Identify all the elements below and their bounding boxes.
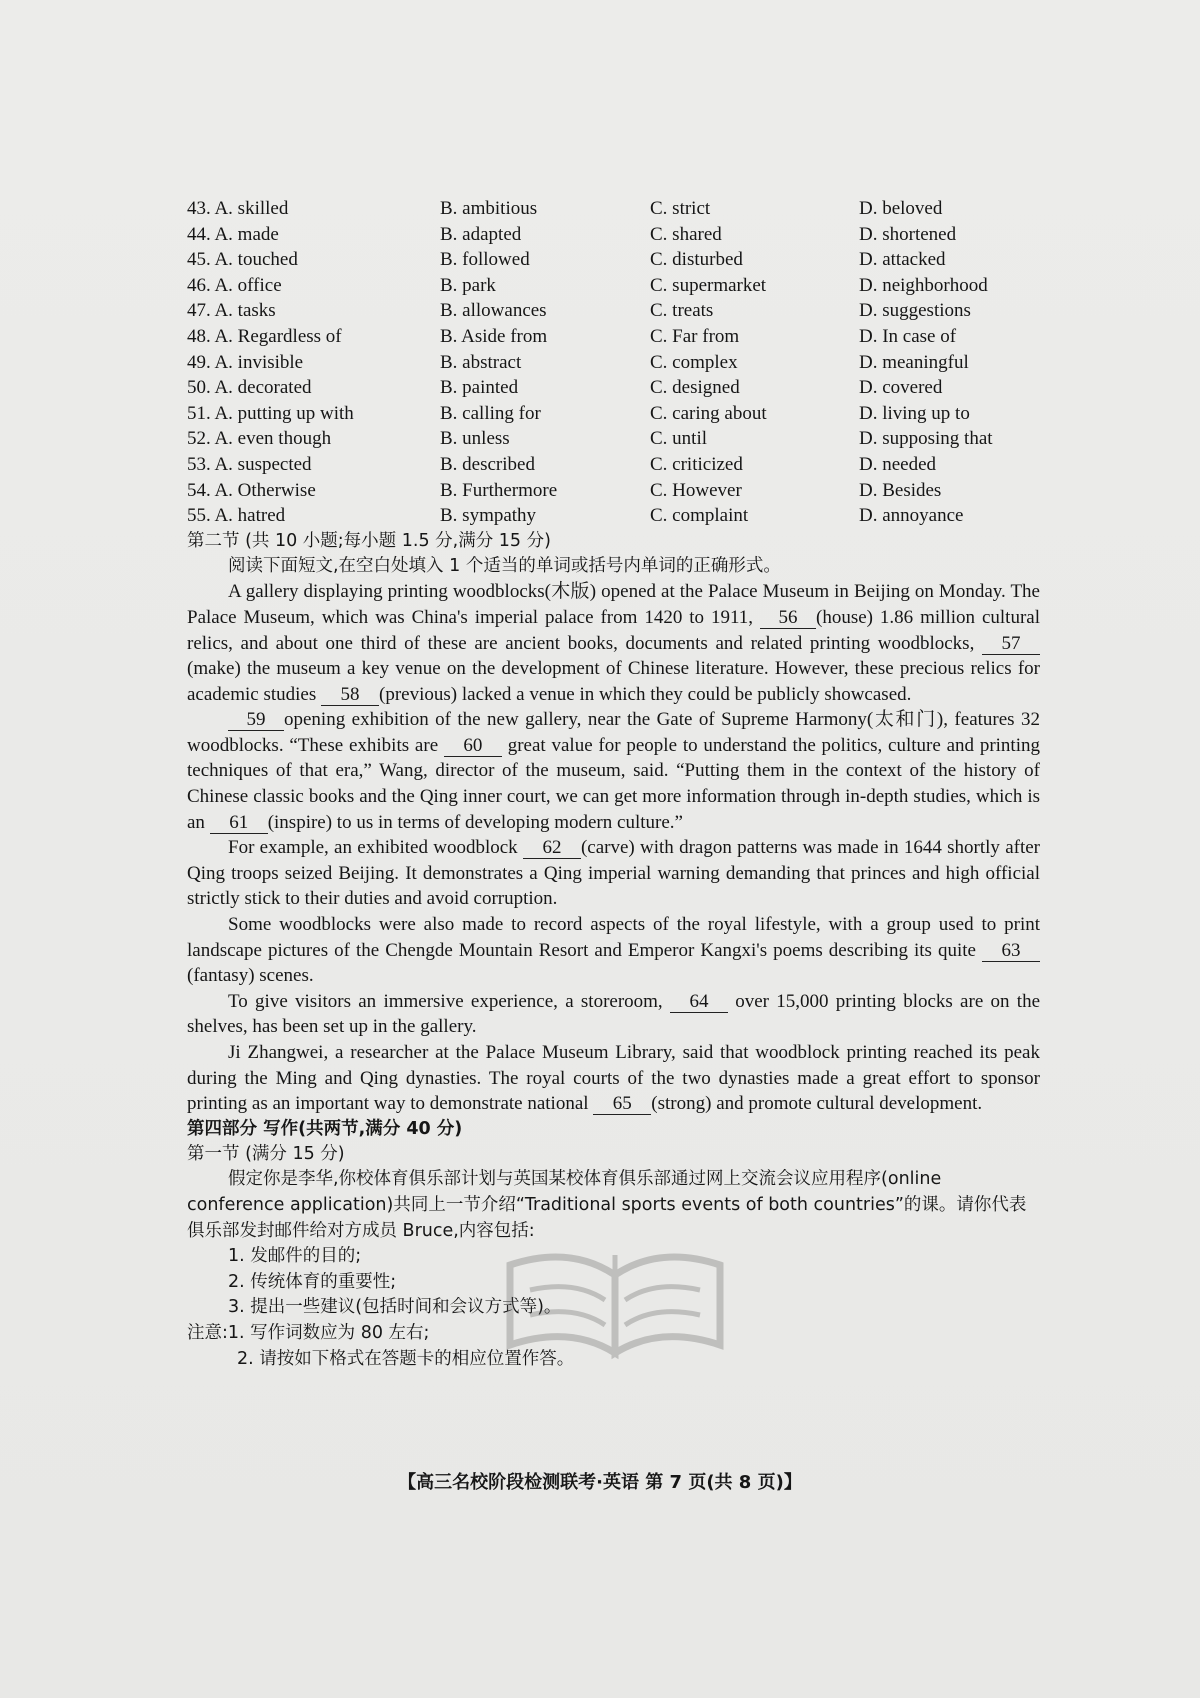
option-d-cell	[859, 247, 1040, 273]
option-b-cell	[440, 503, 650, 529]
option-a-cell	[187, 401, 440, 427]
option-d-cell	[859, 401, 1040, 427]
option-b-cell	[440, 478, 650, 504]
note-label: 注意:	[187, 1322, 228, 1343]
option-b[interactable]: B. followed	[440, 249, 530, 271]
option-a-cell	[187, 478, 440, 504]
option-d[interactable]: D. beloved	[859, 198, 943, 219]
writing-prompt: 假定你是李华,你校体育俱乐部计划与英国某校体育俱乐部通过网上交流会议应用程序(online conference application)共同上一节介绍“Traditional sports events of both countries”的课。请你代表俱乐部发封邮件给对方成员 Bruce,内容包括:	[187, 1169, 1027, 1241]
option-row	[187, 324, 1040, 350]
option-a-cell	[187, 452, 440, 478]
option-a-cell	[187, 324, 440, 350]
option-b[interactable]: B. calling for	[440, 402, 541, 424]
options-body	[187, 196, 1040, 529]
section2-instruction: 阅读下面短文,在空白处填入 1 个适当的单词或括号内单词的正确形式。	[228, 555, 781, 576]
passage-text: great value for people to understand the politics, culture and printing techniques of that era,” Wang, director of the museum, said. “Putting them in the context of the history of Chinese classic books and the Qing inner court, we can get more information through in-depth studies, which is an	[187, 734, 1040, 833]
part4-section1-title: 第一节 (满分 15 分)	[187, 1143, 345, 1164]
part4-title: 第四部分 写作(共两节,满分 40 分)	[187, 1118, 463, 1139]
option-c-cell	[650, 196, 859, 222]
option-c-cell	[650, 222, 859, 248]
blank-62[interactable]: 62	[523, 838, 581, 859]
options-table	[187, 196, 1040, 529]
question-number: 43.	[187, 198, 211, 219]
option-b-cell	[440, 426, 650, 452]
blank-61[interactable]: 61	[210, 813, 268, 834]
passage-text: Ji Zhangwei, a researcher at the Palace Museum Library, said that woodblock printing reached its peak during the Ming and Qing dynasties. The royal courts of the two dynasties made a great effort to sponsor printing as an important way to demonstrate national	[187, 1042, 1040, 1115]
option-d-cell	[859, 452, 1040, 478]
option-row	[187, 196, 1040, 222]
option-a-cell	[187, 298, 440, 324]
option-d[interactable]: D. suggestions	[859, 300, 971, 322]
passage-text: (previous) lacked a venue in which they could be publicly showcased.	[379, 683, 912, 705]
option-c-cell	[650, 350, 859, 376]
option-d[interactable]: D. living up to	[859, 402, 970, 424]
option-c[interactable]: C. designed	[650, 377, 740, 399]
passage-text: A gallery displaying printing woodblocks(木版) opened at the Palace Museum in Beijing on Monday. The Palace Museum, which was China's imperial palace from 1420 to 1911,	[187, 581, 1040, 628]
option-c[interactable]: C. supermarket	[650, 274, 767, 296]
option-row	[187, 452, 1040, 478]
passage-paragraph-5	[187, 989, 1040, 1040]
option-a-cell	[187, 350, 440, 376]
option-c[interactable]: C. complaint	[650, 505, 749, 527]
option-a[interactable]: A. even though	[214, 428, 332, 450]
option-b-cell	[440, 375, 650, 401]
option-a-cell	[187, 375, 440, 401]
blank-58[interactable]: 58	[321, 685, 379, 706]
option-a[interactable]: A. made	[214, 223, 279, 245]
option-c[interactable]: C. criticized	[650, 453, 743, 475]
option-row	[187, 273, 1040, 299]
option-c[interactable]: C. strict	[650, 198, 711, 219]
passage-text: (inspire) to us in terms of developing modern culture.”	[267, 811, 683, 833]
question-number: 49.	[187, 351, 211, 373]
passage-paragraph-4	[187, 912, 1040, 989]
blank-63[interactable]: 63	[982, 941, 1040, 962]
option-d[interactable]: D. Besides	[859, 479, 942, 501]
question-number: 53.	[187, 453, 211, 475]
option-d[interactable]: D. needed	[859, 453, 937, 475]
option-a-cell	[187, 196, 440, 222]
option-a[interactable]: A. decorated	[214, 377, 312, 399]
passage-text: over 15,000 printing blocks are on the shelves, has been set up in the gallery.	[187, 990, 1040, 1038]
page-content	[187, 196, 1040, 1372]
option-a[interactable]: A. skilled	[214, 198, 289, 219]
option-c-cell	[650, 478, 859, 504]
question-number: 54.	[187, 479, 211, 501]
question-number: 51.	[187, 402, 211, 424]
blank-65[interactable]: 65	[593, 1094, 651, 1115]
option-d-cell	[859, 478, 1040, 504]
option-d-cell	[859, 273, 1040, 299]
option-b[interactable]: B. ambitious	[440, 198, 538, 219]
option-c-cell	[650, 426, 859, 452]
option-c-cell	[650, 401, 859, 427]
writing-item-2: 2. 传统体育的重要性;	[228, 1271, 397, 1292]
option-b-cell	[440, 196, 650, 222]
option-b-cell	[440, 247, 650, 273]
blank-64[interactable]: 64	[670, 992, 728, 1013]
option-row	[187, 298, 1040, 324]
option-d[interactable]: D. covered	[859, 377, 943, 399]
option-a-cell	[187, 426, 440, 452]
option-b[interactable]: B. Furthermore	[440, 479, 558, 501]
option-d[interactable]: D. shortened	[859, 223, 957, 245]
option-c[interactable]: C. until	[650, 428, 708, 450]
option-a[interactable]: A. putting up with	[214, 402, 354, 424]
option-row	[187, 375, 1040, 401]
option-d-cell	[859, 426, 1040, 452]
option-d-cell	[859, 350, 1040, 376]
option-row	[187, 401, 1040, 427]
option-a-cell	[187, 222, 440, 248]
passage-paragraph-1	[187, 579, 1040, 707]
option-b[interactable]: B. park	[440, 274, 496, 296]
option-row	[187, 503, 1040, 529]
option-c[interactable]: C. However	[650, 479, 742, 501]
option-d[interactable]: D. supposing that	[859, 428, 993, 450]
option-a[interactable]: A. tasks	[214, 300, 276, 322]
option-a-cell	[187, 247, 440, 273]
question-number: 55.	[187, 505, 211, 527]
option-b[interactable]: B. allowances	[440, 300, 547, 322]
blank-59[interactable]: 59	[228, 710, 284, 731]
passage-text: To give visitors an immersive experience, a storeroom,	[228, 990, 670, 1012]
option-d-cell	[859, 196, 1040, 222]
option-a[interactable]: A. hatred	[214, 505, 286, 527]
option-c-cell	[650, 375, 859, 401]
option-b-cell	[440, 452, 650, 478]
option-d[interactable]: D. neighborhood	[859, 274, 988, 296]
option-c[interactable]: C. complex	[650, 351, 738, 373]
option-b[interactable]: B. unless	[440, 428, 510, 450]
option-row	[187, 222, 1040, 248]
option-a[interactable]: A. Otherwise	[214, 479, 316, 501]
passage-text: (carve) with dragon patterns was made in 1644 shortly after Qing troops seized Beijing. It demonstrates a Qing imperial warning demanding that princes and high official strictly stick to their duties and avoid corruption.	[187, 837, 1040, 910]
question-number: 48.	[187, 325, 211, 347]
option-b-cell	[440, 324, 650, 350]
option-d[interactable]: D. annoyance	[859, 505, 964, 527]
note-1: 1. 写作词数应为 80 左右;	[227, 1322, 430, 1343]
option-a[interactable]: A. touched	[214, 249, 298, 271]
blank-56[interactable]: 56	[760, 608, 816, 629]
passage-text: Some woodblocks were also made to record aspects of the royal lifestyle, with a group used to print landscape pictures of the Chengde Mountain Resort and Emperor Kangxi's poems describing its quite	[187, 914, 1040, 961]
option-b[interactable]: B. described	[440, 453, 535, 475]
option-b-cell	[440, 222, 650, 248]
passage-text: (fantasy) scenes.	[187, 965, 314, 987]
passage-text: (strong) and promote cultural development.	[651, 1093, 983, 1115]
option-c-cell	[650, 273, 859, 299]
writing-item-3: 3. 提出一些建议(包括时间和会议方式等)。	[228, 1297, 562, 1318]
question-number: 46.	[187, 274, 211, 296]
page-footer: 【高三名校阶段检测联考·英语 第 7 页(共 8 页)】	[398, 1472, 802, 1493]
note-2: 2. 请按如下格式在答题卡的相应位置作答。	[237, 1348, 575, 1369]
option-row	[187, 478, 1040, 504]
option-c-cell	[650, 247, 859, 273]
option-d[interactable]: D. attacked	[859, 249, 946, 271]
passage-paragraph-2	[187, 707, 1040, 835]
question-number: 44.	[187, 223, 211, 245]
passage-text: (make) the museum a key venue on the development of Chinese literature. However, these precious relics for academic studies	[187, 658, 1040, 705]
blank-57[interactable]: 57	[982, 634, 1040, 655]
option-c[interactable]: C. treats	[650, 300, 714, 322]
option-c-cell	[650, 324, 859, 350]
option-a-cell	[187, 273, 440, 299]
blank-60[interactable]: 60	[444, 736, 502, 757]
option-a[interactable]: A. suspected	[214, 453, 312, 475]
option-b[interactable]: B. abstract	[440, 351, 522, 373]
option-d-cell	[859, 298, 1040, 324]
passage-paragraph-6	[187, 1040, 1040, 1117]
option-row	[187, 350, 1040, 376]
option-d-cell	[859, 222, 1040, 248]
section2-title: 第二节 (共 10 小题;每小题 1.5 分,满分 15 分)	[187, 530, 551, 551]
option-c-cell	[650, 298, 859, 324]
option-c-cell	[650, 452, 859, 478]
question-number: 45.	[187, 249, 211, 271]
question-number: 50.	[187, 377, 211, 399]
option-d[interactable]: D. meaningful	[859, 351, 969, 373]
option-d-cell	[859, 375, 1040, 401]
option-a-cell	[187, 503, 440, 529]
option-b[interactable]: B. sympathy	[440, 505, 537, 527]
option-d[interactable]: D. In case of	[859, 325, 957, 347]
option-b[interactable]: B. Aside from	[440, 325, 548, 347]
option-d-cell	[859, 503, 1040, 529]
option-c[interactable]: C. disturbed	[650, 249, 743, 271]
option-c[interactable]: C. shared	[650, 223, 722, 245]
option-b-cell	[440, 401, 650, 427]
option-b[interactable]: B. painted	[440, 377, 519, 399]
option-b-cell	[440, 350, 650, 376]
option-c-cell	[650, 503, 859, 529]
option-c[interactable]: C. caring about	[650, 402, 767, 424]
question-number: 47.	[187, 300, 211, 322]
option-b-cell	[440, 273, 650, 299]
option-a[interactable]: A. Regardless of	[214, 325, 342, 347]
option-a[interactable]: A. invisible	[214, 351, 304, 373]
option-b-cell	[440, 298, 650, 324]
passage-text: For example, an exhibited woodblock	[228, 837, 523, 859]
passage-text: (house) 1.86 million cultural relics, and about one third of these are ancient books, documents and related printing woodblocks,	[187, 606, 1040, 654]
question-number: 52.	[187, 428, 211, 450]
option-b[interactable]: B. adapted	[440, 223, 522, 245]
option-row	[187, 426, 1040, 452]
book-watermark-icon	[490, 1235, 740, 1365]
option-d-cell	[859, 324, 1040, 350]
option-row	[187, 247, 1040, 273]
option-a[interactable]: A. office	[214, 274, 282, 296]
passage-paragraph-3	[187, 835, 1040, 912]
writing-item-1: 1. 发邮件的目的;	[228, 1246, 362, 1267]
option-c[interactable]: C. Far from	[650, 325, 740, 347]
passage-text: opening exhibition of the new gallery, near the Gate of Supreme Harmony(太和门), features 32 woodblocks. “These exhibits are	[187, 709, 1040, 756]
